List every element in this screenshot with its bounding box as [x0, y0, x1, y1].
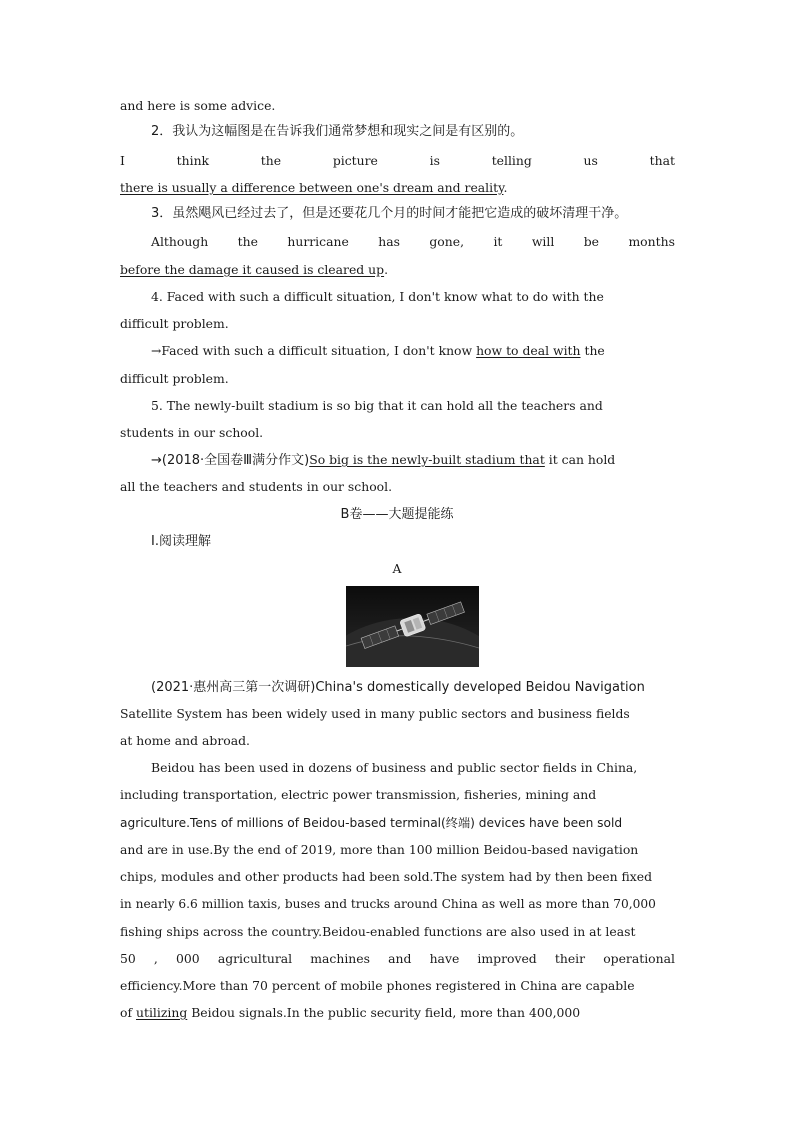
part-title: Ⅰ.阅读理解 [151, 534, 211, 549]
question-5-line [120, 425, 675, 441]
word: , [153, 951, 158, 966]
text-span: agriculture.Tens of millions of Beidou-based terminal(终端) devices have been sold [120, 816, 623, 830]
word: picture [332, 153, 378, 168]
text-line [120, 98, 675, 114]
answer-underlined: there is usually a difference between one's dream and reality [120, 180, 504, 195]
text-span: it can hold [544, 452, 616, 467]
question-2-english-prefix [120, 153, 675, 169]
satellite-in-orbit-photo [346, 586, 479, 667]
passage-line [120, 1005, 675, 1021]
word: it [493, 234, 503, 249]
text-span: difficult problem. [120, 316, 229, 331]
text-span: Beidou has been used in dozens of business and public sector fields in China, [151, 760, 638, 775]
text-span: in nearly 6.6 million taxis, buses and trucks around China as well as more than 70,000 [120, 897, 656, 911]
part-heading [151, 534, 675, 550]
word: operational [603, 951, 675, 966]
text-span: (2021·惠州高三第一次调研)China's domestically developed Beidou Navigation [151, 680, 645, 695]
passage-letter: A [392, 561, 402, 576]
question-4-rewrite [151, 343, 675, 359]
passage-line [120, 842, 675, 858]
answer-underlined: how to deal with [476, 343, 581, 358]
question-4-line [151, 289, 675, 305]
question-5-line [151, 398, 675, 414]
passage-line [120, 815, 675, 831]
word: that [649, 153, 675, 168]
passage-line [120, 733, 675, 749]
question-4-line [120, 316, 675, 332]
word: months [628, 234, 675, 249]
word: I [120, 153, 125, 168]
punctuation: . [384, 262, 389, 277]
satellite-illustration [346, 586, 479, 667]
text-span: fishing ships across the country.Beidou-enabled functions are also used in at least [120, 924, 636, 939]
passage-line [120, 978, 675, 994]
vocabulary-underlined: utilizing [136, 1005, 188, 1020]
text-span: Satellite System has been widely used in many public sectors and business fields [120, 706, 630, 721]
text-span: students in our school. [120, 425, 264, 440]
text-span: 3．虽然飓风已经过去了，但是还要花几个月的时间才能把它造成的破坏清理干净。 [151, 206, 628, 221]
question-3-answer-line [120, 262, 675, 278]
text-span: all the teachers and students in our school. [120, 479, 393, 494]
word: is [429, 153, 440, 168]
question-2-chinese [151, 124, 675, 140]
passage-label [0, 561, 794, 577]
passage-line [120, 951, 675, 967]
passage-line [120, 869, 675, 885]
word: hurricane [287, 234, 349, 249]
question-3-english-prefix [151, 234, 675, 250]
word: the [237, 234, 258, 249]
word: us [583, 153, 598, 168]
punctuation: . [503, 180, 508, 195]
passage-line [120, 924, 675, 940]
source-note: →(2018·全国卷Ⅲ满分作文) [151, 453, 310, 468]
text-span: 2．我认为这幅图是在告诉我们通常梦想和现实之间是有区别的。 [151, 124, 524, 139]
answer-underlined: before the damage it caused is cleared up [120, 262, 385, 277]
word: 50 [120, 951, 136, 966]
passage-line [151, 679, 675, 696]
question-4-line [120, 371, 675, 387]
question-5-rewrite [151, 452, 675, 469]
word: improved [477, 951, 537, 966]
word: the [260, 153, 282, 168]
text-span: of [120, 1005, 136, 1020]
section-heading [0, 507, 794, 523]
passage-line [120, 787, 675, 803]
word: will [531, 234, 555, 249]
question-5-line [120, 479, 675, 495]
word: agricultural [217, 951, 293, 966]
section-title: B卷——大题提能练 [340, 507, 454, 522]
text-span: at home and abroad. [120, 733, 250, 748]
text-span: difficult problem. [120, 371, 229, 386]
word: has [378, 234, 400, 249]
word: and [388, 951, 412, 966]
text-span: and here is some advice. [120, 98, 276, 113]
text-span: 4. Faced with such a difficult situation, I don't know what to do with the [151, 289, 604, 304]
question-3-chinese [151, 206, 675, 222]
word: machines [310, 951, 370, 966]
passage-line [120, 706, 675, 722]
word: telling [491, 153, 532, 168]
question-2-answer-line [120, 180, 675, 196]
word: their [554, 951, 586, 966]
answer-underlined: So big is the newly-built stadium that [309, 452, 545, 467]
word: have [429, 951, 460, 966]
text-span: including transportation, electric power transmission, fisheries, mining and [120, 787, 597, 802]
word: Although [151, 234, 209, 249]
passage-line [151, 760, 675, 776]
text-span: 5. The newly-built stadium is so big that it can hold all the teachers and [151, 398, 603, 413]
word: gone, [429, 234, 465, 249]
word: 000 [176, 951, 200, 966]
text-span: →Faced with such a difficult situation, I don't know [151, 343, 477, 358]
text-span: chips, modules and other products had been sold.The system had by then been fixed [120, 869, 653, 884]
word: think [176, 153, 210, 168]
passage-line [120, 896, 675, 912]
word: be [583, 234, 600, 249]
text-span: the [580, 343, 605, 358]
text-span: Beidou signals.In the public security field, more than 400,000 [187, 1005, 581, 1020]
text-span: efficiency.More than 70 percent of mobile phones registered in China are capable [120, 978, 635, 993]
text-span: and are in use.By the end of 2019, more than 100 million Beidou-based navigation [120, 842, 639, 857]
